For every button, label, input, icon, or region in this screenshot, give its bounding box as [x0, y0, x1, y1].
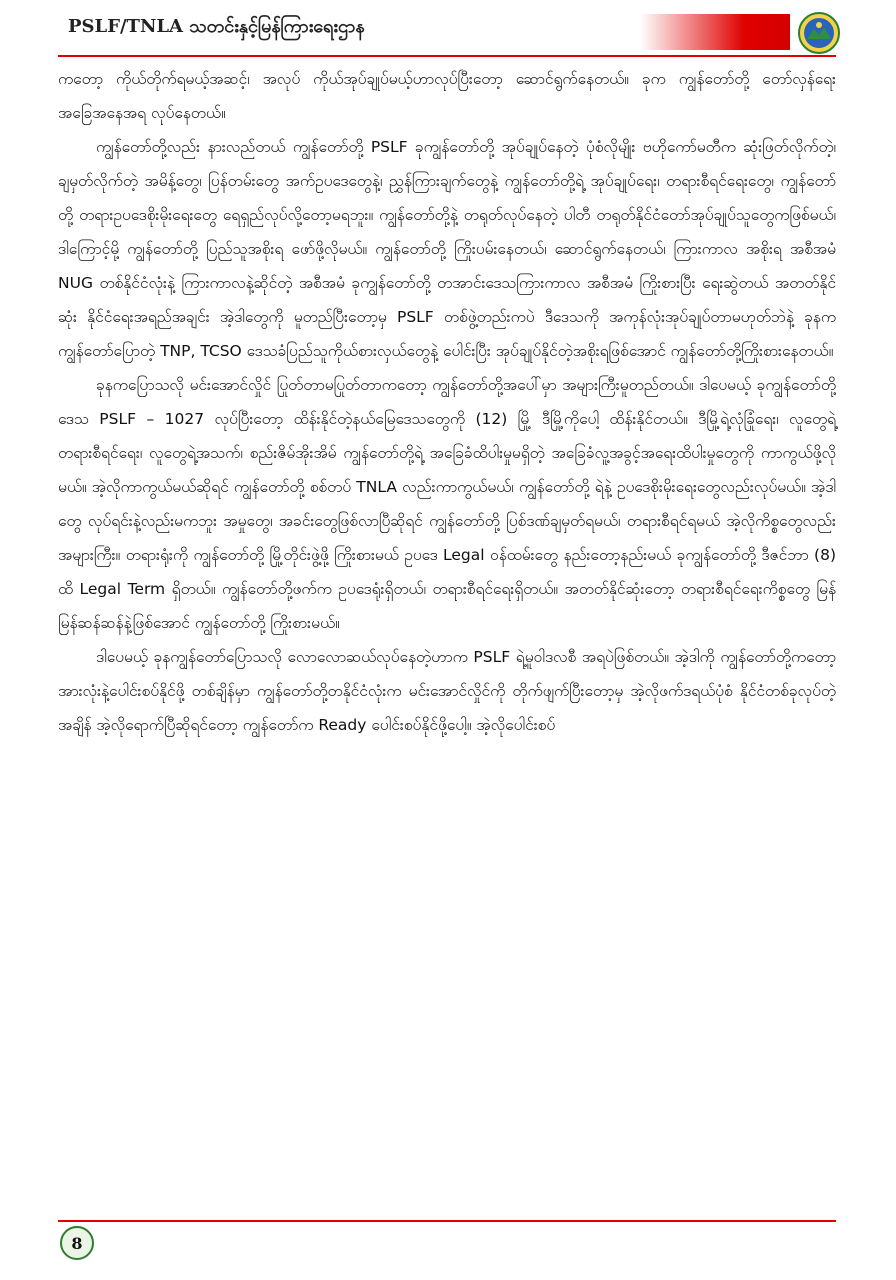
paragraph-3: ခုနကပြောသလို မင်းအောင်လှိုင် ပြုတ်တာမပြုတ်တာကတော့ ကျွန်တော်တို့အပေါ်မှာ အများကြီးမူတည်တယ်။ ဒါပေမယ့် ခုကျွန်တော်တို့ဒေသ PSLF – 1027 လုပ်ပြီးတော့ ထိန်းနိုင်တဲ့နယ်မြေဒေသတွေကို (12) မြို့ ဒီမြို့ကိုပေါ့ ထိန်းနိုင်တယ်။ ဒီမြို့ရဲ့လုံခြုံရေး၊ လူတွေရဲ့ တရားစီရင်ရေး၊ လူတွေရဲ့အသက်၊ စည်းဇိမ်အိုးအိမ် ကျွန်တော်တို့ရဲ့ အခြေခံထိပါးမှုမရှိတဲ့ အခြေခံလူ့အခွင့်အရေးထိပါးမှုတွေကို ကာကွယ်ဖို့လိုမယ်။ အဲ့လိုကာကွယ်မယ်ဆိုရင် ကျွန်တော်တို့ စစ်တပ် TNLA လည်းကာကွယ်မယ်၊ ကျွန်တော်တို့ ရဲနဲ့ ဥပဒေစိုးမိုးရေးတွေလည်းလုပ်မယ်။ အဲ့ဒါတွေ လုပ်ရင်းနဲ့လည်းမကဘူး အမှုတွေ၊ အခင်းတွေဖြစ်လာပြီဆိုရင် ကျွန်တော်တို့ ပြစ်ဒဏ်ချမှတ်ရမယ်၊ တရားစီရင်ရမယ် အဲ့လိုကိစ္စတွေလည်း အများကြီး။ တရားရုံးကို ကျွန်တော်တို့ မြို့တိုင်းဖွဲ့ဖို့ ကြိုးစားမယ် ဥပဒေ Legal ဝန်ထမ်းတွေ နည်းတော့နည်းမယ် ခုကျွန်တော်တို့ ဒီဇင်ဘာ (8) ထိ Legal Term ရှိတယ်။ ကျွန်တော်တို့ဖက်က ဥပဒေရုံးရှိတယ်၊ တရားစီရင်ရေးရှိတယ်။ အတတ်နိုင်ဆုံးတော့ တရားစီရင်ရေးကိစ္စတွေ မြန်မြန်ဆန်ဆန်နဲ့ဖြစ်အောင် ကျွန်တော်တို့ ကြိုးစားမယ်။ — [58, 376, 836, 632]
page-header — [0, 0, 896, 60]
paragraph-1: ကတော့ ကိုယ်တိုက်ရမယ့်အဆင့်၊ အလုပ် ကိုယ်အုပ်ချုပ်မယ့်ဟာလုပ်ပြီးတော့ ဆောင်ရွက်နေတယ်။ ခုက ကျွန်တော်တို့ တော်လှန်ရေးအခြေအနေအရ လုပ်နေတယ်။ — [58, 70, 836, 122]
paragraph-4: ဒါပေမယ့် ခုနကျွန်တော်ပြောသလို လောလောဆယ်လုပ်နေတဲ့ဟာက PSLF ရဲ့မူဝါဒလစီ အရပဲဖြစ်တယ်။ အဲ့ဒါကို ကျွန်တော်တို့ကတော့ အားလုံးနဲ့ပေါင်းစပ်နိုင်ဖို့ တစ်ချိန်မှာ ကျွန်တော်တို့တနိုင်ငံလုံးက မင်းအောင်လှိုင်ကို တိုက်ဖျက်ပြီးတော့မှ အဲ့လိုဖက်ဒရယ်ပုံစံ နိုင်ငံတစ်ခုလုပ်တဲ့အချိန် အဲ့လိုရောက်ပြီဆိုရင်တော့ ကျွန်တော်က Ready ပေါင်းစပ်နိုင်ဖို့ပေါ့။ အဲ့လိုပေါင်းစပ် — [58, 648, 836, 734]
page-number: 8 — [60, 1226, 94, 1260]
header-title: PSLF/TNLA သတင်းနှင့်မြန်ကြားရေးဌာန — [68, 16, 365, 37]
footer-rule — [58, 1220, 836, 1222]
emblem-icon — [798, 12, 840, 54]
header-red-band — [640, 14, 790, 50]
article-body — [58, 62, 836, 742]
header-rule — [58, 55, 836, 57]
paragraph-2: ကျွန်တော်တို့လည်း နားလည်တယ် ကျွန်တော်တို့ PSLF ခုကျွန်တော်တို့ အုပ်ချုပ်နေတဲ့ ပုံစံလိုမျိုး ဗဟိုကော်မတီက ဆုံးဖြတ်လိုက်တဲ့၊ ချမှတ်လိုက်တဲ့ အမိန့်တွေ၊ ပြန်တမ်းတွေ အက်ဥပဒေတွေနဲ့၊ ညွှန်ကြားချက်တွေနဲ့ ကျွန်တော်တို့ရဲ့ အုပ်ချုပ်ရေး၊ တရားစီရင်ရေးတွေ၊ ကျွန်တော်တို့ တရားဥပဒေစိုးမိုးရေးတွေ ရေရှည်လုပ်လို့တော့မရဘူး။ ကျွန်တော်တို့နဲ့ တရုတ်လုပ်နေတဲ့ ပါတီ တရုတ်နိုင်ငံတော်အုပ်ချုပ်သူတွေကဖြစ်မယ်၊ ဒါကြောင့်မို့ ကျွန်တော်တို့ ပြည်သူအစိုးရ ဖော်ဖို့လိုမယ်။ ကျွန်တော်တို့ ကြိုးပမ်းနေတယ်၊ ဆောင်ရွက်နေတယ်၊ ကြားကာလ အစိုးရ အစီအမံ NUG တစ်နိုင်ငံလုံးနဲ့ ကြားကာလနဲ့ဆိုင်တဲ့ အစီအမံ ခုကျွန်တော်တို့ တအာင်းဒေသကြားကာလ အစီအမံ ကြိုးစားပြီး ရေးဆွဲတယ် အတတ်နိုင်ဆုံး နိုင်ငံရေးအရည်အချင်း အဲ့ဒါတွေကို မူတည်ပြီးတော့မှ PSLF တစ်ဖွဲ့တည်းကပဲ ဒီဒေသကို အကုန်လုံးအုပ်ချုပ်တာမဟုတ်ဘဲနဲ့ ခုနကကျွန်တော်ပြောတဲ့ TNP, TCSO ဒေသခံပြည်သူကိုယ်စားလှယ်တွေနဲ့ ပေါင်းပြီး အုပ်ချုပ်နိုင်တဲ့အစိုးရဖြစ်အောင် ကျွန်တော်တို့ကြိုးစားနေတယ်။ — [58, 138, 836, 360]
